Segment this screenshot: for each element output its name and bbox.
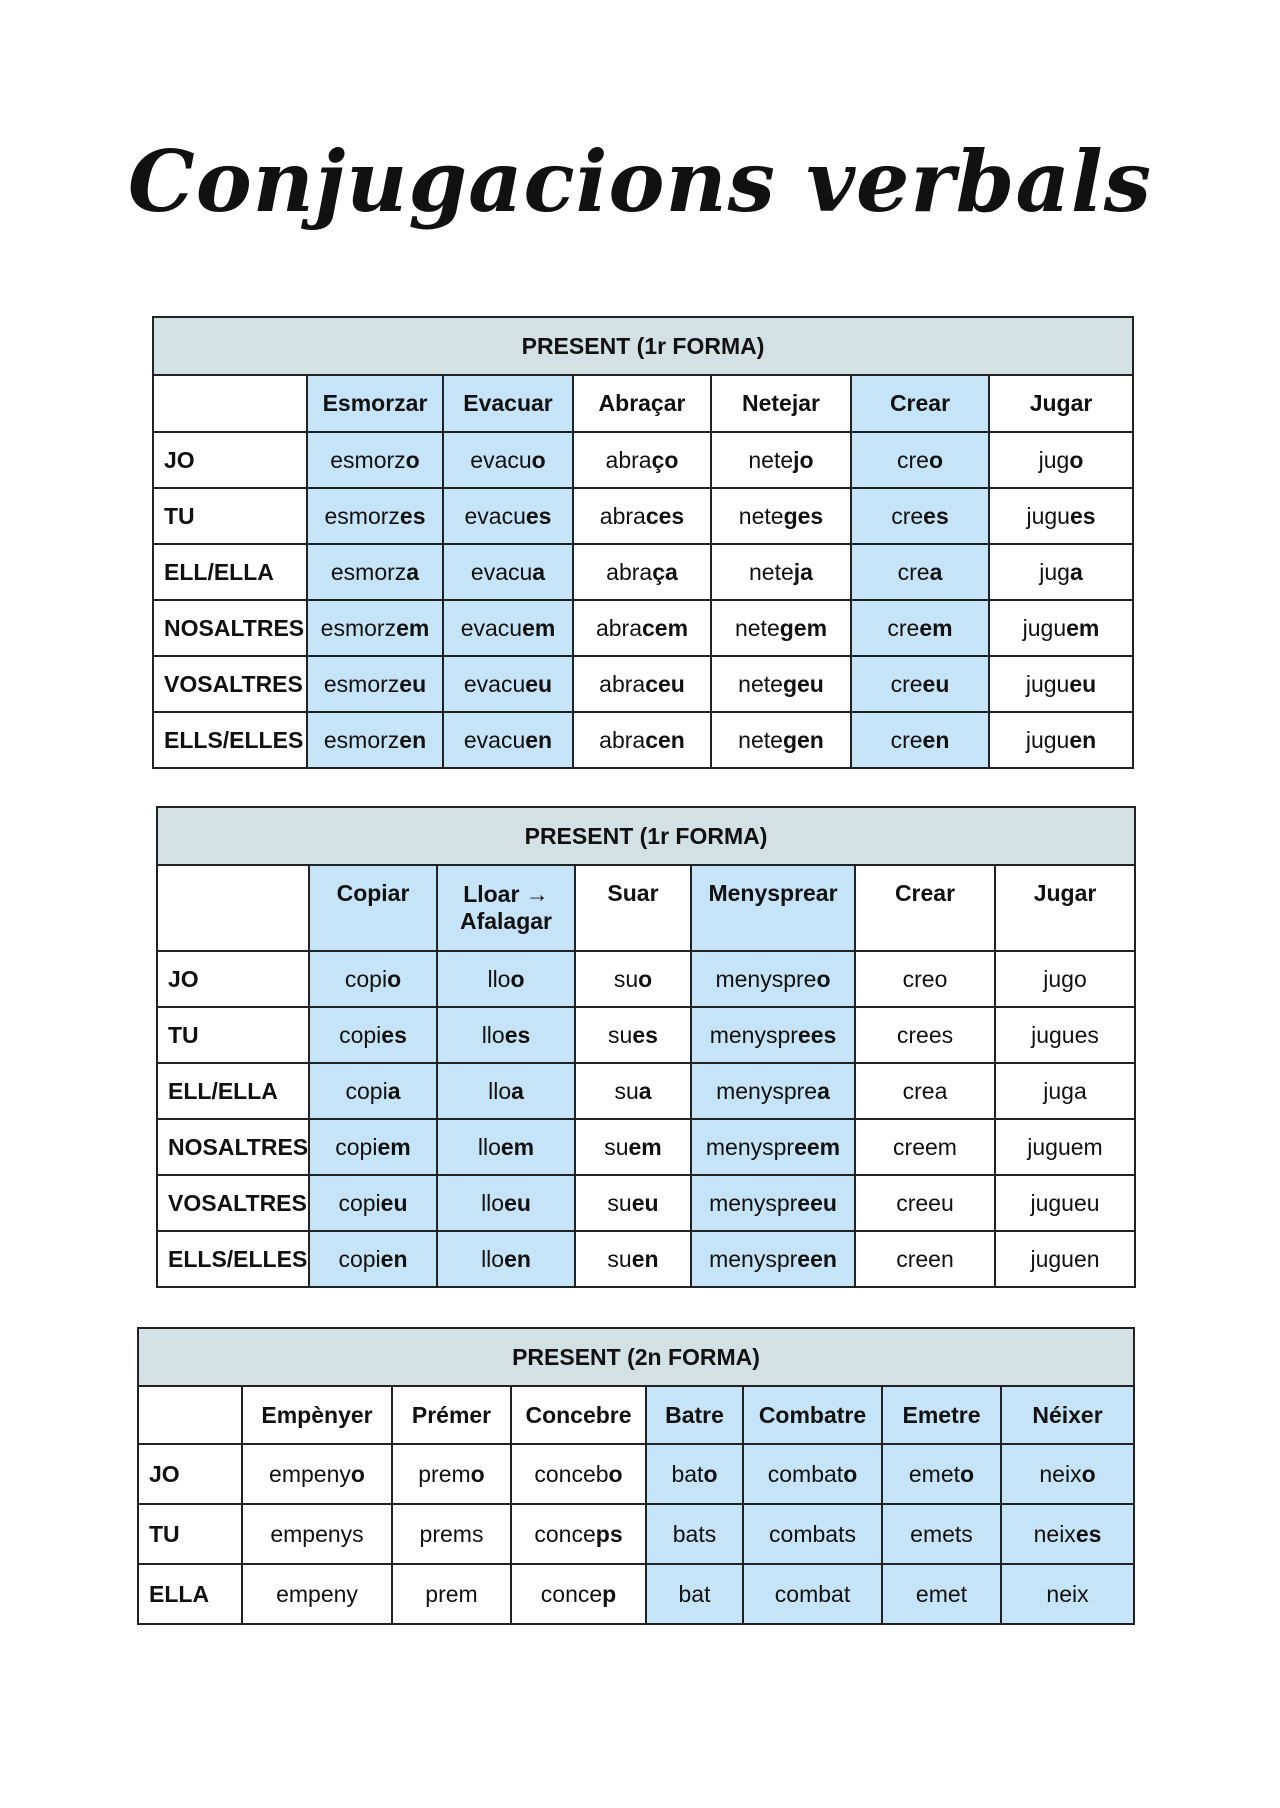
conjugation-cell: esmorzeu xyxy=(307,656,443,712)
conjugation-cell: juga xyxy=(995,1063,1135,1119)
table-row xyxy=(157,1007,1135,1063)
header-verb: Combatre xyxy=(743,1386,882,1444)
conjugation-cell: esmorzo xyxy=(307,432,443,488)
header-empty xyxy=(153,375,307,432)
conjugation-cell: jugueu xyxy=(989,656,1133,712)
conjugation-cell: crea xyxy=(851,544,989,600)
conjugation-cell: evacueu xyxy=(443,656,573,712)
table-row xyxy=(153,432,1133,488)
table-row xyxy=(157,1231,1135,1287)
conjugation-cell: lloeu xyxy=(437,1175,575,1231)
pronoun-cell: TU xyxy=(157,1007,309,1063)
conjugation-cell: menyspreo xyxy=(691,951,855,1007)
pronoun-cell: TU xyxy=(138,1504,242,1564)
header-verb: Crear xyxy=(851,375,989,432)
conjugation-cell: copies xyxy=(309,1007,437,1063)
conjugation-cell: crea xyxy=(855,1063,995,1119)
conjugation-cell: jugo xyxy=(995,951,1135,1007)
pronoun-cell: JO xyxy=(138,1444,242,1504)
conjugation-cell: evacuen xyxy=(443,712,573,768)
conjugation-cell: bat xyxy=(646,1564,743,1624)
conjugation-cell: evacues xyxy=(443,488,573,544)
conjugation-cell: premo xyxy=(392,1444,511,1504)
conjugation-cell: lloem xyxy=(437,1119,575,1175)
table-row xyxy=(153,600,1133,656)
conjugation-cell: abraces xyxy=(573,488,711,544)
conjugation-cell: copio xyxy=(309,951,437,1007)
conjugation-cell: netegeu xyxy=(711,656,851,712)
pronoun-cell: NOSALTRES xyxy=(157,1119,309,1175)
conjugation-cell: empeny xyxy=(242,1564,392,1624)
conjugation-cell: neteja xyxy=(711,544,851,600)
table-row xyxy=(157,1063,1135,1119)
conjugation-cell: neixo xyxy=(1001,1444,1134,1504)
conjugation-cell: juguem xyxy=(989,600,1133,656)
conjugation-cell: emet xyxy=(882,1564,1001,1624)
conjugation-cell: lloes xyxy=(437,1007,575,1063)
pronoun-cell: ELLS/ELLES xyxy=(157,1231,309,1287)
pronoun-cell: VOSALTRES xyxy=(153,656,307,712)
conjugation-cell: suen xyxy=(575,1231,691,1287)
header-verb: Lloar → Afalagar xyxy=(437,865,575,951)
header-empty xyxy=(157,865,309,951)
table-row xyxy=(153,712,1133,768)
conjugation-cell: creem xyxy=(851,600,989,656)
conjugation-cell: conceps xyxy=(511,1504,646,1564)
conjugation-cell: copieu xyxy=(309,1175,437,1231)
header-verb: Jugar xyxy=(989,375,1133,432)
header-verb: Esmorzar xyxy=(307,375,443,432)
conjugation-cell: abracen xyxy=(573,712,711,768)
conjugation-cell: combat xyxy=(743,1564,882,1624)
conjugation-cell: juguen xyxy=(995,1231,1135,1287)
table-title: PRESENT (1r FORMA) xyxy=(157,807,1135,865)
conjugation-cell: copien xyxy=(309,1231,437,1287)
pronoun-cell: NOSALTRES xyxy=(153,600,307,656)
pronoun-cell: ELL/ELLA xyxy=(157,1063,309,1119)
conjugation-cell: abraço xyxy=(573,432,711,488)
header-verb: Néixer xyxy=(1001,1386,1134,1444)
table-title: PRESENT (1r FORMA) xyxy=(153,317,1133,375)
pronoun-cell: TU xyxy=(153,488,307,544)
conjugation-cell: evacuem xyxy=(443,600,573,656)
conjugation-table-present-2 xyxy=(137,1327,1135,1625)
conjugation-cell: jugues xyxy=(989,488,1133,544)
conjugation-cell: jugueu xyxy=(995,1175,1135,1231)
conjugation-cell: neix xyxy=(1001,1564,1134,1624)
header-verb: Copiar xyxy=(309,865,437,951)
conjugation-cell: abraça xyxy=(573,544,711,600)
conjugation-cell: concep xyxy=(511,1564,646,1624)
conjugation-cell: neteges xyxy=(711,488,851,544)
header-verb: Suar xyxy=(575,865,691,951)
conjugation-cell: crees xyxy=(851,488,989,544)
conjugation-cell: jugues xyxy=(995,1007,1135,1063)
header-verb: Empènyer xyxy=(242,1386,392,1444)
conjugation-cell: esmorzes xyxy=(307,488,443,544)
conjugation-cell: evacuo xyxy=(443,432,573,488)
conjugation-cell: crees xyxy=(855,1007,995,1063)
header-verb: Concebre xyxy=(511,1386,646,1444)
pronoun-cell: JO xyxy=(157,951,309,1007)
header-verb: Crear xyxy=(855,865,995,951)
conjugation-cell: lloo xyxy=(437,951,575,1007)
conjugation-cell: abracem xyxy=(573,600,711,656)
conjugation-cell: menyspreem xyxy=(691,1119,855,1175)
conjugation-cell: esmorzen xyxy=(307,712,443,768)
table-row xyxy=(157,1175,1135,1231)
conjugation-cell: menysprea xyxy=(691,1063,855,1119)
conjugation-cell: emeto xyxy=(882,1444,1001,1504)
conjugation-cell: sueu xyxy=(575,1175,691,1231)
conjugation-cell: copiem xyxy=(309,1119,437,1175)
conjugation-cell: juguen xyxy=(989,712,1133,768)
conjugation-cell: creo xyxy=(855,951,995,1007)
header-verb: Abraçar xyxy=(573,375,711,432)
header-verb: Emetre xyxy=(882,1386,1001,1444)
conjugation-cell: bato xyxy=(646,1444,743,1504)
conjugation-cell: concebo xyxy=(511,1444,646,1504)
table-row xyxy=(153,544,1133,600)
page-title: Conjugacions verbals xyxy=(127,132,1153,231)
table-row xyxy=(138,1444,1134,1504)
header-verb: Evacuar xyxy=(443,375,573,432)
conjugation-cell: neixes xyxy=(1001,1504,1134,1564)
header-verb: Netejar xyxy=(711,375,851,432)
conjugation-cell: esmorzem xyxy=(307,600,443,656)
conjugation-cell: emets xyxy=(882,1504,1001,1564)
conjugation-cell: sues xyxy=(575,1007,691,1063)
header-verb: Jugar xyxy=(995,865,1135,951)
conjugation-cell: creen xyxy=(851,712,989,768)
table-row xyxy=(157,951,1135,1007)
pronoun-cell: VOSALTRES xyxy=(157,1175,309,1231)
table-title: PRESENT (2n FORMA) xyxy=(138,1328,1134,1386)
conjugation-cell: netegem xyxy=(711,600,851,656)
conjugation-cell: lloen xyxy=(437,1231,575,1287)
table-row xyxy=(153,656,1133,712)
conjugation-cell: juga xyxy=(989,544,1133,600)
conjugation-cell: empenyo xyxy=(242,1444,392,1504)
conjugation-cell: combats xyxy=(743,1504,882,1564)
table-row xyxy=(157,1119,1135,1175)
conjugation-table-present-1-second xyxy=(156,806,1136,1288)
header-verb: Menysprear xyxy=(691,865,855,951)
header-verb: Prémer xyxy=(392,1386,511,1444)
conjugation-cell: bats xyxy=(646,1504,743,1564)
table-row xyxy=(138,1504,1134,1564)
conjugation-cell: netejo xyxy=(711,432,851,488)
conjugation-cell: sua xyxy=(575,1063,691,1119)
conjugation-cell: netegen xyxy=(711,712,851,768)
conjugation-cell: suem xyxy=(575,1119,691,1175)
conjugation-cell: creen xyxy=(855,1231,995,1287)
conjugation-cell: creeu xyxy=(851,656,989,712)
pronoun-cell: JO xyxy=(153,432,307,488)
pronoun-cell: ELLS/ELLES xyxy=(153,712,307,768)
conjugation-cell: creem xyxy=(855,1119,995,1175)
conjugation-cell: copia xyxy=(309,1063,437,1119)
conjugation-cell: jugo xyxy=(989,432,1133,488)
conjugation-cell: empenys xyxy=(242,1504,392,1564)
conjugation-cell: lloa xyxy=(437,1063,575,1119)
conjugation-cell: evacua xyxy=(443,544,573,600)
conjugation-cell: juguem xyxy=(995,1119,1135,1175)
conjugation-cell: menyspreen xyxy=(691,1231,855,1287)
pronoun-cell: ELL/ELLA xyxy=(153,544,307,600)
table-row xyxy=(153,488,1133,544)
conjugation-table-present-1 xyxy=(152,316,1134,769)
conjugation-cell: prems xyxy=(392,1504,511,1564)
conjugation-cell: menyspreeu xyxy=(691,1175,855,1231)
conjugation-cell: esmorza xyxy=(307,544,443,600)
header-verb: Batre xyxy=(646,1386,743,1444)
conjugation-cell: creo xyxy=(851,432,989,488)
table-row xyxy=(138,1564,1134,1624)
header-empty xyxy=(138,1386,242,1444)
conjugation-cell: menysprees xyxy=(691,1007,855,1063)
conjugation-cell: creeu xyxy=(855,1175,995,1231)
conjugation-cell: prem xyxy=(392,1564,511,1624)
conjugation-cell: combato xyxy=(743,1444,882,1504)
conjugation-cell: abraceu xyxy=(573,656,711,712)
pronoun-cell: ELLA xyxy=(138,1564,242,1624)
conjugation-cell: suo xyxy=(575,951,691,1007)
